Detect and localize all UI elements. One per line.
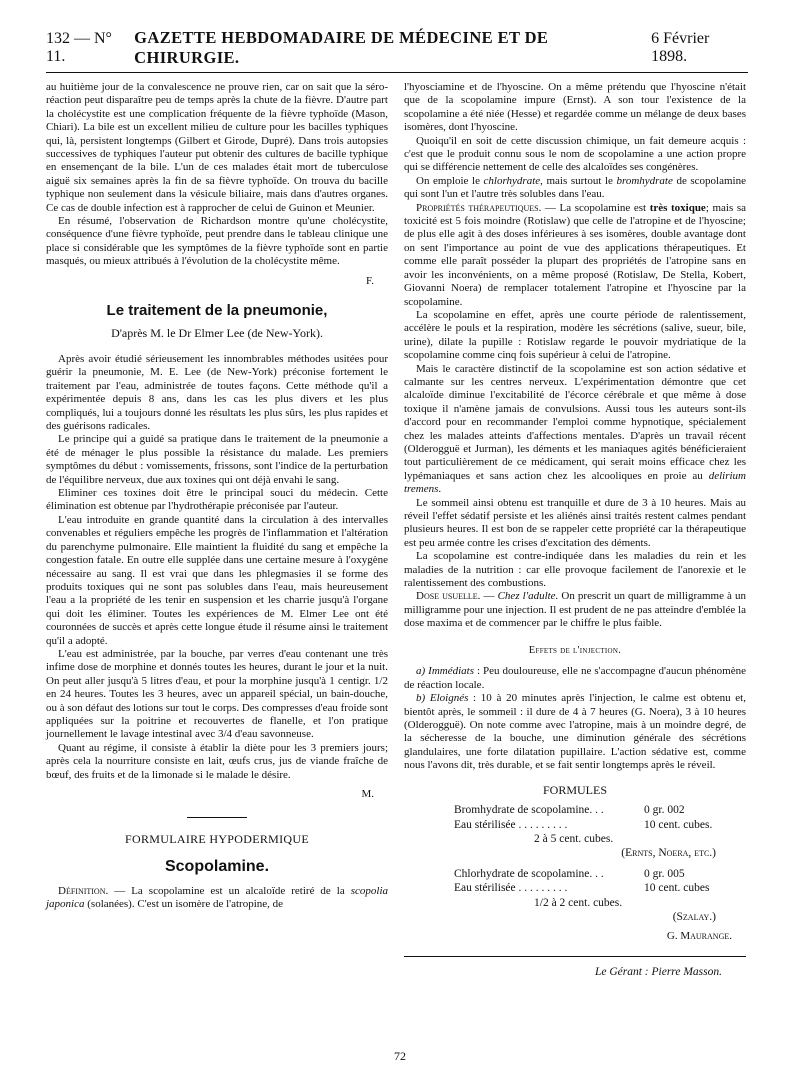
paragraph: l'hyosciamine et de l'hyoscine. On a même prétendu que l'hyoscine n'était que de la scopolamine impure (Ernst). A son tour l'existence de la scopolamine a été niée (Hesse) et regardée comme un mélange de deux bases isomères, dont l'hyoscine.: [404, 81, 746, 134]
paragraph: Définition. — La scopolamine est un alcaloïde retiré de la scopolia japonica (solanées). C'est un isomère de l'atropine, de: [46, 884, 388, 910]
article-title: Le traitement de la pneumonie,: [106, 302, 328, 320]
section-divider: [187, 817, 247, 818]
formulas-heading: FORMULES: [542, 782, 607, 797]
journal-title: GAZETTE HEBDOMADAIRE DE MÉDECINE ET DE CHIRURGIE.: [134, 28, 549, 67]
formula-bromhydrate: Bromhydrate de scopolamine. . . 0 gr. 002 Eau stérilisée . . . . . . . . . 10 cent. cubes. 2 à 5 cent. cubes. (Ernts, Noera, etc.): [454, 804, 716, 860]
paragraph: La scopolamine en effet, après une courte période de ralentissement, accélère le pouls et la respiration, modère les sécrétions (salive, sueur, bile, urine), dilate la pupille : Rotislaw regarde le pouvoir mydriatique de la scopolamine comme cinq fois supérieur à celui de l'atropine.: [404, 308, 746, 362]
dose-label: Dose usuelle.: [416, 590, 481, 603]
paragraph: Eliminer ces toxines doit être le principal souci du médecin. Cette élimination est obtenue par l'hydrothérapie préconisée par l'auteur.: [46, 487, 388, 513]
properties-label: Propriétés thérapeutiques.: [416, 201, 542, 214]
paragraph: Propriétés thérapeutiques. — La scopolamine est très toxique; mais sa toxicité est 5 fois moindre (Rotislaw) que celle de l'atropine et de l'hyoscine; de plus elle agit à des doses inférieures à ses isomères, double avantage dont on sent l'importance au point de vue des applications thérapeutiques. Et comme elle paraît posséder la plupart des propriétés de l'atropine sans en avoir les inconvénients, on a même proposé (Rotislaw, De Stella, Kobert, Giovanni Noera) de remplacer totalement l'atropine et l'hyoscine par la scopolamine.: [404, 201, 746, 308]
paragraph: L'eau introduite en grande quantité dans la circulation à des intervalles convenables et réguliers empêche les progrès de l'inflammation et l'altération du parenchyme pulmonaire. Elle maintient la fluidité du sang et empêche la congestion fatale. En outre elle supplée dans une certaine mesure à l'oxygène nécessaire au sang. Il est vrai que dans les phlegmasies il se forme des produits toxiques qui ne sont pas solubles dans l'eau, mais heureusement l'eau a la propriété de les tenir en suspension et les charrie jusqu'à l'organe qui doit les éliminer. Toutes les expériences de M. Elmer Lee ont été couronnées de succès et après cette longue étude il résume ainsi le traitement qu'il a adopté.: [46, 513, 388, 647]
paragraph: L'eau est administrée, par la bouche, par verres d'eau contenant une très infime dose de morphine et donnés toutes les heures, durant le jour et la nuit. On peut aller jusqu'à 5 litres d'eau, et pour la morphine jusqu'à 1 centigr. 1/2 en 24 heures. Toutes les 3 heures, avec un appareil spécial, un bain-douche, ou à son défaut des lotions sur tout le corps. Des compresses d'eau froide sont appliquées sur la poitrine et recouvertes de flanelle, et l'on pratique journellement le lavage intestinal avec 3/4 d'eau savonneuse.: [46, 647, 388, 741]
definition-label: Définition.: [58, 884, 109, 897]
paragraph: b) Eloignés : 10 à 20 minutes après l'injection, le calme est obtenu et, bientôt après, le sommeil : il dure de 4 à 7 heures (G. Noera), 3 à 10 heures (Olderogguë). On note comme avec l'atropine, mais à un moindre degré, de la sécheresse de la bouche, une diminution générale des sécrétions glandulaires, une forte dilatation pupillaire. L'action sédative est, comme nous l'avons dit, très durable, et se fait sentir longtemps après le réveil.: [404, 692, 746, 772]
publisher-manager: Le Gérant : Pierre Masson.: [594, 965, 722, 978]
paragraph: Quoiqu'il en soit de cette discussion chimique, un fait demeure acquis : c'est que le produit connu sous le nom de scopolamine a une action propre qui se différencie nettement de celle des alcaloïdes ses congénères.: [404, 134, 746, 174]
two-column-body: [46, 81, 748, 979]
section-title: Scopolamine.: [164, 858, 270, 876]
paragraph: On emploie le chlorhydrate, mais surtout le bromhydrate de scopolamine qui sont l'un et l'autre très solubles dans l'eau.: [404, 174, 746, 201]
paragraph: Le sommeil ainsi obtenu est tranquille et dure de 3 à 10 heures. Mais au réveil l'effet sédatif persiste et les aliénés ainsi traités restent calmes pendant plusieurs heures. Il est bon de se rappeler cette propriété car la thérapeutique est peu armée contre les crises d'excitation des déments.: [404, 496, 746, 549]
paragraph: Après avoir étudié sérieusement les innombrables méthodes usitées pour guérir la pneumonie, M. E. Lee (de New-York) préconise fortement le traitement par l'eau, administrée de toutes façons. Cette méthode qu'il a expérimentée depuis 8 ans, dans les cas les plus divers et les plus compliqués, lui a toujours donné les résultats les plus sûrs, les plus rapides et des guérisons radicales.: [46, 353, 388, 433]
paragraph: Le principe qui a guidé sa pratique dans le traitement de la pneumonie a été de ménager le plus possible la résistance du malade. Les premiers symptômes du début : vomissements, frissons, sont l'indice de la perturbation de l'équilibre nerveux, due aux toxines qui ont déjà envahi le sang.: [46, 433, 388, 486]
issue-date: 6 Février 1898.: [651, 30, 710, 65]
subsection-heading: Effets de l'injection.: [528, 644, 622, 656]
paragraph: En résumé, l'observation de Richardson montre qu'une cholécystite, conséquence d'une fièvre typhoïde, peut prendre dans le tableau clinique une place si considérable que les symptômes de la fièvre typhoïde sont en partie masqués, ou mieux attribués à l'évolution de la cholécystite même.: [46, 215, 388, 268]
paragraph: Quant au régime, il consiste à établir la diète pour les 3 premiers jours; après cela la nourriture consiste en lait, œufs crus, jus de viande fraîche de bœuf, des fruits et de la limonade si le malade le désire.: [46, 741, 388, 781]
running-header: [46, 0, 748, 73]
paragraph: au huitième jour de la convalescence ne prouve rien, car on sait que la séro-réaction peut disparaître peu de temps après la chute de la fièvre. D'autre part la cholécystite est une complication fréquente de la fièvre typhoïde (Mason, Chiari). La bile est un excellent milieu de culture pour les bacilles typhiques qui, là, persistent longtemps (Gilbert et Girode, Dupré). Dans trois autopsies successives de typhiques l'auteur put obtenir des cultures de bacille typhique en ensemençant de la bile. L'un de ces malades était mort de tuberculose aiguë six semaines après la fin de sa fièvre typhoïde. On trouva du bacille typhique non seulement dans la vésicule biliaire, mais dans d'autres organes. Ce cas de double infection est à rapprocher de celui de Guinon et Meunier.: [46, 81, 388, 214]
article-byline: D'après M. le Dr Elmer Lee (de New-York).: [111, 326, 323, 341]
author-initial: F.: [366, 274, 374, 287]
closing-rule: [404, 956, 746, 957]
author-signature: G. Maurange.: [666, 930, 732, 943]
paragraph: La scopolamine est contre-indiquée dans les maladies du rein et les maladies de la nutrition : car elle provoque facilement de l'anorexie et le ralentissement des combustions.: [404, 550, 746, 590]
left-column: [46, 81, 388, 979]
formula-chlorhydrate: Chlorhydrate de scopolamine. . . 0 gr. 005 Eau stérilisée . . . . . . . . . 10 cent. cubes 1/2 à 2 cent. cubes. (Szalay.): [454, 867, 716, 923]
right-column: [404, 81, 746, 979]
paragraph: Dose usuelle. — Chez l'adulte. On prescrit un quart de milligramme à un milligramme pour une injection. Il est prudent de ne pas atteindre d'emblée la dose maxima et de commencer par le chiffre le plus faible.: [404, 590, 747, 630]
page-number-issue: 132 — N° 11.: [46, 30, 112, 65]
folio-number: 72: [394, 1049, 406, 1063]
paragraph: a) Immédiats : Peu douloureuse, elle ne s'accompagne d'aucun phénomène de réaction locale.: [404, 665, 746, 691]
author-initial: M.: [361, 788, 374, 801]
paragraph: Mais le caractère distinctif de la scopolamine est son action sédative et calmante sur les centres nerveux. L'expérimentation démontre que cet alcaloïde diminue l'excitabilité de l'écorce cérébrale et que même à dose toxique il n'amène jamais de convulsions. Aussi tous les auteurs sont-ils d'accord pour en recommander l'emploi comme hypnotique, spécialement chez les malades atteints d'affections mentales. D'après un travail récent (Olderogguë et Jurman), les déments et les maniaques agités bénéficieraient tout particulièrement de ce médicament, qui serait moins efficace chez les lypémaniaques et sans action chez les alcooliques en proie au delirium tremens.: [404, 362, 746, 496]
section-heading: FORMULAIRE HYPODERMIQUE: [125, 832, 309, 847]
